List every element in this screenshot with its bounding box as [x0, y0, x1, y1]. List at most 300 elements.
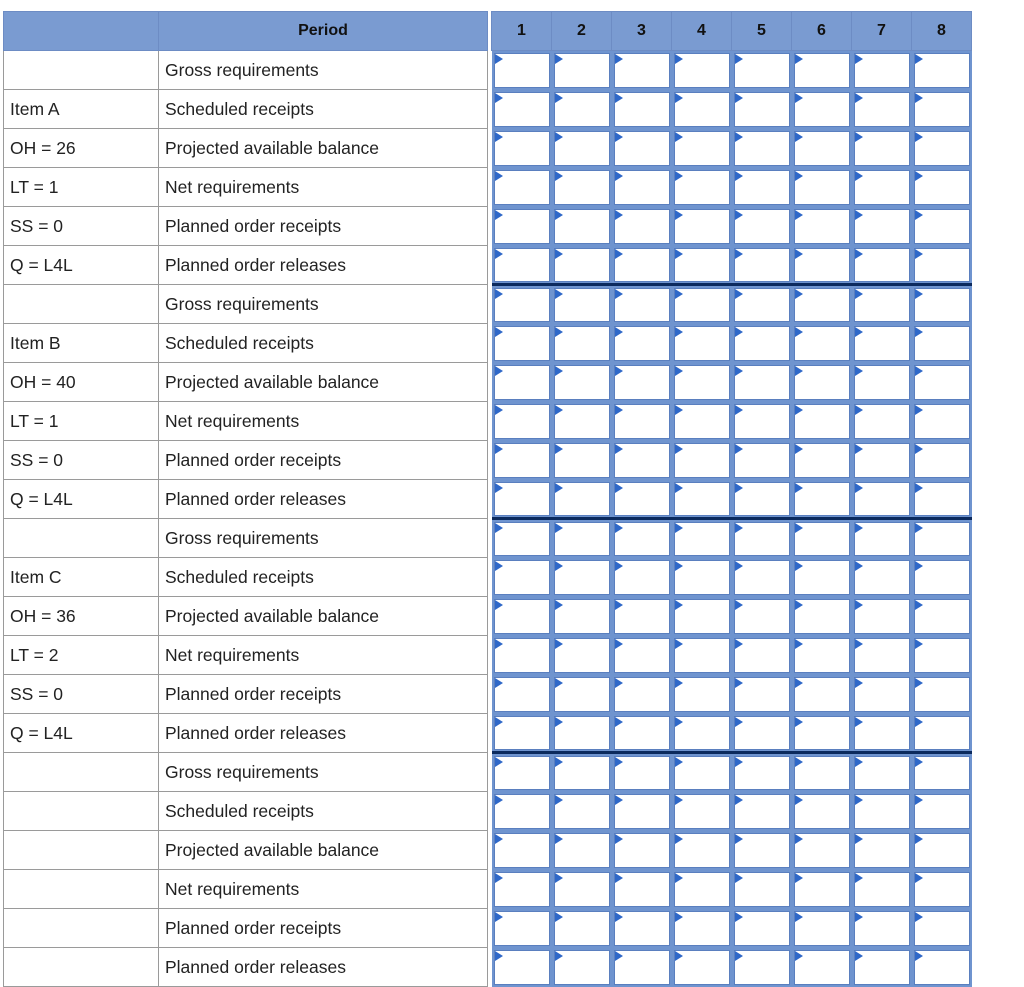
answer-input[interactable]	[674, 170, 730, 205]
answer-input[interactable]	[674, 482, 730, 517]
answer-input[interactable]	[734, 170, 790, 205]
answer-input[interactable]	[914, 756, 970, 790]
period-cell	[732, 519, 792, 558]
period-cell	[732, 168, 792, 207]
answer-input[interactable]	[674, 756, 730, 790]
answer-input[interactable]	[854, 522, 910, 556]
answer-input[interactable]	[554, 599, 610, 634]
answer-input[interactable]	[794, 560, 850, 595]
period-cell	[912, 207, 972, 246]
cell-marker-icon	[495, 249, 503, 259]
period-cell	[792, 558, 852, 597]
period-cell	[492, 597, 552, 636]
answer-input[interactable]	[554, 756, 610, 790]
answer-input[interactable]	[854, 560, 910, 595]
answer-input[interactable]	[854, 756, 910, 790]
answer-input[interactable]	[494, 288, 550, 322]
cell-marker-icon	[795, 600, 803, 610]
answer-input[interactable]	[614, 560, 670, 595]
period-cell	[612, 714, 672, 753]
answer-input[interactable]	[854, 833, 910, 868]
answer-input[interactable]	[914, 170, 970, 205]
answer-input[interactable]	[734, 443, 790, 478]
item-parameter-cell	[4, 831, 159, 870]
cell-marker-icon	[735, 444, 743, 454]
answer-input[interactable]	[734, 248, 790, 283]
answer-input[interactable]	[674, 92, 730, 127]
answer-input[interactable]	[854, 209, 910, 244]
answer-input[interactable]	[554, 209, 610, 244]
answer-input[interactable]	[794, 638, 850, 673]
answer-input[interactable]	[734, 950, 790, 985]
answer-input[interactable]	[734, 522, 790, 556]
answer-input[interactable]	[494, 756, 550, 790]
answer-input[interactable]	[794, 209, 850, 244]
cell-marker-icon	[915, 405, 923, 415]
answer-input[interactable]	[854, 326, 910, 361]
answer-input[interactable]	[734, 638, 790, 673]
answer-input[interactable]	[554, 950, 610, 985]
answer-input[interactable]	[734, 404, 790, 439]
answer-input[interactable]	[914, 638, 970, 673]
mrp-row	[4, 363, 972, 402]
answer-input[interactable]	[554, 365, 610, 400]
answer-input[interactable]	[674, 522, 730, 556]
period-cell	[912, 675, 972, 714]
answer-input[interactable]	[674, 677, 730, 712]
answer-input[interactable]	[854, 638, 910, 673]
answer-input[interactable]	[614, 288, 670, 322]
answer-input[interactable]	[794, 482, 850, 517]
answer-input[interactable]	[854, 872, 910, 907]
answer-input[interactable]	[914, 599, 970, 634]
answer-input[interactable]	[494, 170, 550, 205]
answer-input[interactable]	[614, 326, 670, 361]
answer-input[interactable]	[494, 131, 550, 166]
answer-input[interactable]	[734, 482, 790, 517]
answer-input[interactable]	[554, 911, 610, 946]
answer-input[interactable]	[734, 756, 790, 790]
answer-input[interactable]	[554, 248, 610, 283]
cell-marker-icon	[495, 171, 503, 181]
answer-input[interactable]	[734, 560, 790, 595]
item-parameter-cell	[4, 753, 159, 792]
answer-input[interactable]	[494, 560, 550, 595]
answer-input[interactable]	[494, 638, 550, 673]
item-parameter-cell: OH = 40	[4, 363, 159, 402]
period-cell	[852, 207, 912, 246]
answer-input[interactable]	[674, 326, 730, 361]
answer-input[interactable]	[734, 92, 790, 127]
answer-input[interactable]	[674, 716, 730, 751]
cell-marker-icon	[855, 54, 863, 64]
answer-input[interactable]	[614, 131, 670, 166]
answer-input[interactable]	[554, 288, 610, 322]
answer-input[interactable]	[494, 365, 550, 400]
answer-input[interactable]	[914, 53, 970, 88]
period-cell	[552, 363, 612, 402]
answer-input[interactable]	[854, 248, 910, 283]
period-cell	[552, 831, 612, 870]
answer-input[interactable]	[914, 288, 970, 322]
period-cell	[792, 324, 852, 363]
answer-input[interactable]	[914, 326, 970, 361]
answer-input[interactable]	[674, 288, 730, 322]
answer-input[interactable]	[734, 209, 790, 244]
answer-input[interactable]	[554, 326, 610, 361]
answer-input[interactable]	[614, 92, 670, 127]
answer-input[interactable]	[914, 365, 970, 400]
answer-input[interactable]	[914, 248, 970, 283]
period-cell	[552, 948, 612, 987]
answer-input[interactable]	[854, 443, 910, 478]
period-cell	[492, 558, 552, 597]
answer-input[interactable]	[614, 638, 670, 673]
answer-input[interactable]	[614, 599, 670, 634]
period-cell	[732, 792, 792, 831]
answer-input[interactable]	[914, 522, 970, 556]
answer-input[interactable]	[794, 53, 850, 88]
answer-input[interactable]	[494, 599, 550, 634]
answer-input[interactable]	[614, 365, 670, 400]
answer-input[interactable]	[734, 288, 790, 322]
cell-marker-icon	[495, 483, 503, 493]
answer-input[interactable]	[554, 677, 610, 712]
cell-marker-icon	[495, 678, 503, 688]
answer-input[interactable]	[674, 599, 730, 634]
answer-input[interactable]	[494, 482, 550, 517]
mrp-row	[4, 90, 972, 129]
period-header: Period	[159, 12, 488, 51]
cell-marker-icon	[555, 93, 563, 103]
answer-input[interactable]	[794, 92, 850, 127]
answer-input[interactable]	[614, 716, 670, 751]
answer-input[interactable]	[614, 833, 670, 868]
answer-input[interactable]	[674, 443, 730, 478]
answer-input[interactable]	[494, 716, 550, 751]
item-parameter-cell: Item A	[4, 90, 159, 129]
period-number: 1	[492, 12, 552, 51]
cell-marker-icon	[795, 639, 803, 649]
answer-input[interactable]	[854, 911, 910, 946]
answer-input[interactable]	[794, 756, 850, 790]
answer-input[interactable]	[554, 522, 610, 556]
answer-input[interactable]	[854, 288, 910, 322]
period-cell	[792, 207, 852, 246]
answer-input[interactable]	[674, 248, 730, 283]
answer-input[interactable]	[494, 53, 550, 88]
cell-marker-icon	[915, 444, 923, 454]
mrp-row	[4, 714, 972, 753]
period-cell	[792, 246, 852, 285]
period-cell	[492, 168, 552, 207]
answer-input[interactable]	[674, 794, 730, 829]
cell-marker-icon	[735, 757, 743, 767]
item-parameter-cell: OH = 36	[4, 597, 159, 636]
answer-input[interactable]	[674, 950, 730, 985]
cell-marker-icon	[915, 171, 923, 181]
row-label: Scheduled receipts	[159, 558, 488, 597]
period-cell	[792, 90, 852, 129]
period-cell	[732, 714, 792, 753]
answer-input[interactable]	[854, 677, 910, 712]
period-cell	[492, 324, 552, 363]
answer-input[interactable]	[854, 599, 910, 634]
answer-input[interactable]	[494, 794, 550, 829]
answer-input[interactable]	[794, 365, 850, 400]
answer-input[interactable]	[494, 872, 550, 907]
answer-input[interactable]	[614, 482, 670, 517]
answer-input[interactable]	[794, 911, 850, 946]
answer-input[interactable]	[854, 92, 910, 127]
answer-input[interactable]	[734, 716, 790, 751]
mrp-table-container	[3, 11, 972, 987]
cell-marker-icon	[495, 405, 503, 415]
item-parameter-cell: Item C	[4, 558, 159, 597]
cell-marker-icon	[855, 132, 863, 142]
answer-input[interactable]	[494, 92, 550, 127]
answer-input[interactable]	[554, 404, 610, 439]
period-cell	[552, 168, 612, 207]
period-cell	[552, 129, 612, 168]
answer-input[interactable]	[854, 794, 910, 829]
cell-marker-icon	[555, 834, 563, 844]
answer-input[interactable]	[914, 677, 970, 712]
answer-input[interactable]	[614, 209, 670, 244]
answer-input[interactable]	[854, 170, 910, 205]
answer-input[interactable]	[614, 443, 670, 478]
cell-marker-icon	[735, 405, 743, 415]
period-cell	[912, 168, 972, 207]
item-parameter-cell: Q = L4L	[4, 480, 159, 519]
answer-input[interactable]	[854, 950, 910, 985]
answer-input[interactable]	[674, 404, 730, 439]
period-cell	[852, 870, 912, 909]
period-cell	[672, 714, 732, 753]
answer-input[interactable]	[674, 209, 730, 244]
answer-input[interactable]	[854, 482, 910, 517]
answer-input[interactable]	[614, 404, 670, 439]
cell-marker-icon	[555, 561, 563, 571]
period-cell	[672, 90, 732, 129]
answer-input[interactable]	[554, 170, 610, 205]
cell-marker-icon	[615, 327, 623, 337]
answer-input[interactable]	[854, 404, 910, 439]
answer-input[interactable]	[674, 638, 730, 673]
cell-marker-icon	[675, 757, 683, 767]
answer-input[interactable]	[914, 794, 970, 829]
period-cell	[492, 792, 552, 831]
period-cell	[912, 480, 972, 519]
answer-input[interactable]	[854, 716, 910, 751]
mrp-row	[4, 870, 972, 909]
answer-input[interactable]	[914, 716, 970, 751]
answer-input[interactable]	[614, 677, 670, 712]
answer-input[interactable]	[794, 170, 850, 205]
answer-input[interactable]	[794, 131, 850, 166]
answer-input[interactable]	[794, 599, 850, 634]
answer-input[interactable]	[614, 794, 670, 829]
cell-marker-icon	[555, 171, 563, 181]
answer-input[interactable]	[494, 950, 550, 985]
answer-input[interactable]	[914, 833, 970, 868]
answer-input[interactable]	[554, 872, 610, 907]
answer-input[interactable]	[554, 482, 610, 517]
answer-input[interactable]	[794, 872, 850, 907]
answer-input[interactable]	[554, 716, 610, 751]
period-cell	[612, 792, 672, 831]
period-cell	[552, 909, 612, 948]
answer-input[interactable]	[614, 53, 670, 88]
answer-input[interactable]	[914, 92, 970, 127]
answer-input[interactable]	[914, 911, 970, 946]
period-cell	[672, 480, 732, 519]
answer-input[interactable]	[794, 677, 850, 712]
answer-input[interactable]	[614, 248, 670, 283]
header-blank-cell	[4, 12, 159, 51]
answer-input[interactable]	[794, 443, 850, 478]
period-cell	[492, 90, 552, 129]
answer-input[interactable]	[734, 53, 790, 88]
answer-input[interactable]	[794, 950, 850, 985]
answer-input[interactable]	[734, 677, 790, 712]
answer-input[interactable]	[914, 209, 970, 244]
period-cell	[732, 324, 792, 363]
cell-marker-icon	[795, 54, 803, 64]
cell-marker-icon	[495, 523, 503, 533]
cell-marker-icon	[555, 249, 563, 259]
answer-input[interactable]	[494, 443, 550, 478]
period-cell	[732, 870, 792, 909]
answer-input[interactable]	[554, 131, 610, 166]
answer-input[interactable]	[854, 131, 910, 166]
answer-input[interactable]	[494, 677, 550, 712]
answer-input[interactable]	[494, 209, 550, 244]
answer-input[interactable]	[914, 482, 970, 517]
answer-input[interactable]	[794, 288, 850, 322]
answer-input[interactable]	[794, 326, 850, 361]
cell-marker-icon	[615, 795, 623, 805]
cell-marker-icon	[555, 210, 563, 220]
cell-marker-icon	[855, 561, 863, 571]
cell-marker-icon	[735, 951, 743, 961]
row-label: Planned order receipts	[159, 441, 488, 480]
cell-marker-icon	[915, 327, 923, 337]
answer-input[interactable]	[674, 833, 730, 868]
answer-input[interactable]	[794, 716, 850, 751]
cell-marker-icon	[915, 561, 923, 571]
cell-marker-icon	[675, 444, 683, 454]
period-cell	[792, 792, 852, 831]
answer-input[interactable]	[794, 833, 850, 868]
cell-marker-icon	[495, 757, 503, 767]
answer-input[interactable]	[794, 404, 850, 439]
cell-marker-icon	[915, 366, 923, 376]
answer-input[interactable]	[554, 794, 610, 829]
cell-marker-icon	[795, 483, 803, 493]
period-cell	[852, 90, 912, 129]
answer-input[interactable]	[554, 638, 610, 673]
period-cell	[912, 597, 972, 636]
period-cell	[672, 207, 732, 246]
answer-input[interactable]	[494, 911, 550, 946]
cell-marker-icon	[795, 873, 803, 883]
answer-input[interactable]	[614, 756, 670, 790]
answer-input[interactable]	[854, 365, 910, 400]
answer-input[interactable]	[734, 365, 790, 400]
answer-input[interactable]	[554, 833, 610, 868]
answer-input[interactable]	[914, 560, 970, 595]
answer-input[interactable]	[734, 911, 790, 946]
cell-marker-icon	[615, 171, 623, 181]
answer-input[interactable]	[914, 950, 970, 985]
cell-marker-icon	[855, 366, 863, 376]
answer-input[interactable]	[734, 833, 790, 868]
answer-input[interactable]	[734, 794, 790, 829]
answer-input[interactable]	[494, 522, 550, 556]
period-cell	[552, 597, 612, 636]
answer-input[interactable]	[614, 911, 670, 946]
cell-marker-icon	[555, 795, 563, 805]
answer-input[interactable]	[734, 599, 790, 634]
answer-input[interactable]	[914, 872, 970, 907]
answer-input[interactable]	[914, 404, 970, 439]
answer-input[interactable]	[794, 248, 850, 283]
period-cell	[612, 558, 672, 597]
answer-input[interactable]	[494, 326, 550, 361]
period-cell	[492, 948, 552, 987]
answer-input[interactable]	[674, 560, 730, 595]
answer-input[interactable]	[494, 833, 550, 868]
answer-input[interactable]	[794, 794, 850, 829]
answer-input[interactable]	[494, 404, 550, 439]
cell-marker-icon	[915, 600, 923, 610]
answer-input[interactable]	[674, 911, 730, 946]
cell-marker-icon	[495, 600, 503, 610]
answer-input[interactable]	[554, 92, 610, 127]
answer-input[interactable]	[614, 170, 670, 205]
answer-input[interactable]	[674, 53, 730, 88]
period-cell	[612, 168, 672, 207]
period-cell	[852, 402, 912, 441]
answer-input[interactable]	[494, 248, 550, 283]
cell-marker-icon	[495, 210, 503, 220]
answer-input[interactable]	[614, 950, 670, 985]
answer-input[interactable]	[674, 365, 730, 400]
cell-marker-icon	[855, 523, 863, 533]
answer-input[interactable]	[674, 872, 730, 907]
answer-input[interactable]	[554, 560, 610, 595]
answer-input[interactable]	[794, 522, 850, 556]
period-cell	[792, 480, 852, 519]
answer-input[interactable]	[554, 53, 610, 88]
cell-marker-icon	[735, 600, 743, 610]
answer-input[interactable]	[734, 872, 790, 907]
answer-input[interactable]	[734, 131, 790, 166]
period-cell	[552, 51, 612, 90]
answer-input[interactable]	[854, 53, 910, 88]
answer-input[interactable]	[614, 872, 670, 907]
period-cell	[492, 636, 552, 675]
answer-input[interactable]	[734, 326, 790, 361]
answer-input[interactable]	[914, 131, 970, 166]
answer-input[interactable]	[674, 131, 730, 166]
cell-marker-icon	[855, 289, 863, 299]
cell-marker-icon	[795, 757, 803, 767]
answer-input[interactable]	[914, 443, 970, 478]
answer-input[interactable]	[554, 443, 610, 478]
answer-input[interactable]	[614, 522, 670, 556]
